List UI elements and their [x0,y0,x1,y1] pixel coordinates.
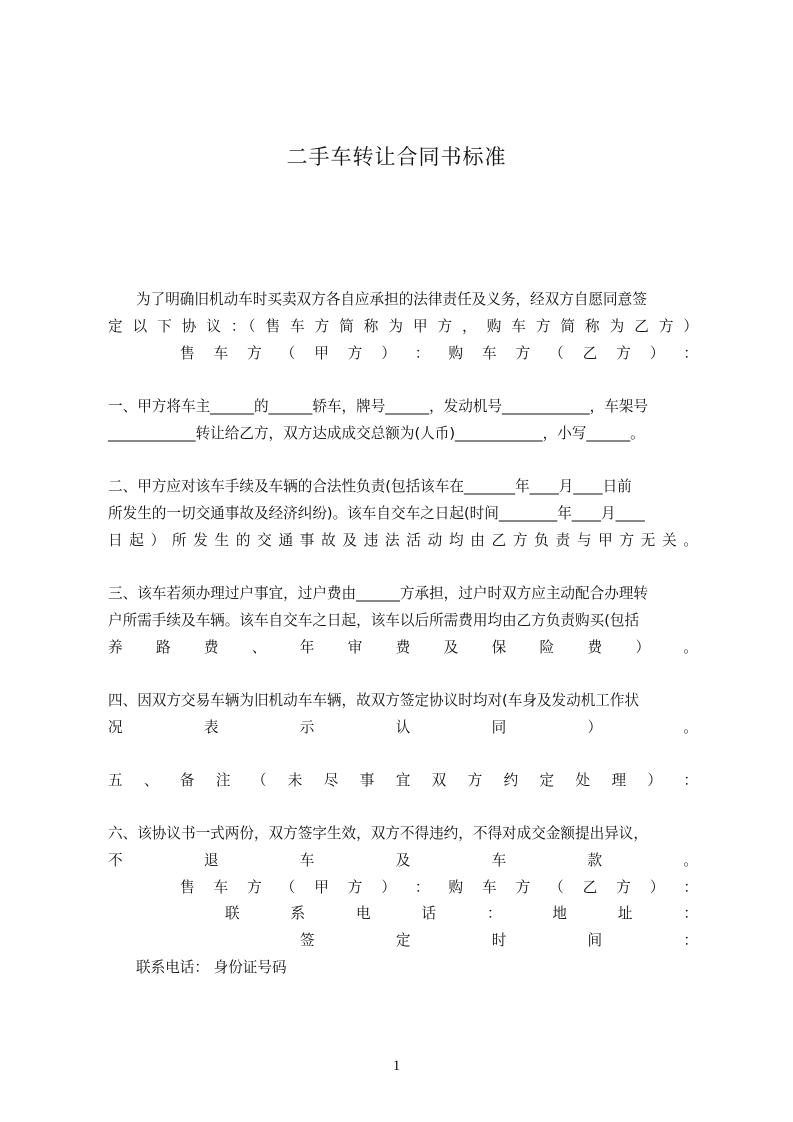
clause-1-line-1: 一、甲方将车主______的______轿车，牌号______，发动机号____________，车架号 [108,398,648,415]
signature-sign-time: 签 定 时 间 ： [300,932,698,949]
clause-5-line-1: 五 、 备 注 （ 未 尽 事 宜 双 方 约 定 处 理 ） ： [108,772,698,789]
clause-6-line-2: 不 退 车 及 车 款 。 [108,852,698,869]
clause-1-line-2: ____________转让给乙方，双方达成成交总额为(人币)____________，小写______。 [108,425,645,442]
clause-4-line-1: 四、因双方交易车辆为旧机动车车辆，故双方签定协议时均对(车身及发动机工作状 [108,692,640,709]
intro-line-3: 售 车 方 （ 甲 方 ） ： 购 车 方 （ 乙 方 ） ： [180,345,698,362]
clause-3-line-3: 养 路 费 、 年 审 费 及 保 险 费 ） 。 [108,639,698,656]
page-number: 1 [392,1058,401,1074]
intro-line-1: 为了明确旧机动车时买卖双方各自应承担的法律责任及义务，经双方自愿同意签 [136,291,647,308]
clause-2-line-3: 日 起 ） 所 发 生 的 交 通 事 故 及 违 法 活 动 均 由 乙 方 负 责 与 甲 方 无 关 。 [108,532,698,549]
clause-4-line-2: 况 表 示 认 同 ） 。 [108,719,698,736]
clause-2-line-1: 二、甲方应对该车手续及车辆的合法性负责(包括该车在_______年____月____日前 [108,478,632,495]
clause-3-line-1: 三、该车若须办理过户事宜，过户费由______方承担，过户时双方应主动配合办理转 [108,585,648,602]
document-title: 二手车转让合同书标准 [286,145,507,169]
intro-line-2: 定 以 下 协 议 ：（ 售 车 方 简 称 为 甲 方 ， 购 车 方 简 称 为 乙 方 ） [108,318,698,335]
clause-2-line-2: 所发生的一切交通事故及经济纠纷)。该车自交车之日起(时间________年____月____ [108,505,645,522]
signature-phone-id: 联系电话： 身份证号码 [136,959,287,976]
clause-6-line-1: 六、该协议书一式两份，双方签字生效，双方不得违约，不得对成交金额提出异议， [108,825,648,842]
signature-contact-address: 联 系 电 话 ： 地 址 ： [225,905,698,922]
clause-3-line-2: 户所需手续及车辆。该车自交车之日起，该车以后所需费用均由乙方负责购买(包括 [108,612,640,629]
signature-parties: 售 车 方 （ 甲 方 ） ： 购 车 方 （ 乙 方 ） ： [180,879,698,896]
